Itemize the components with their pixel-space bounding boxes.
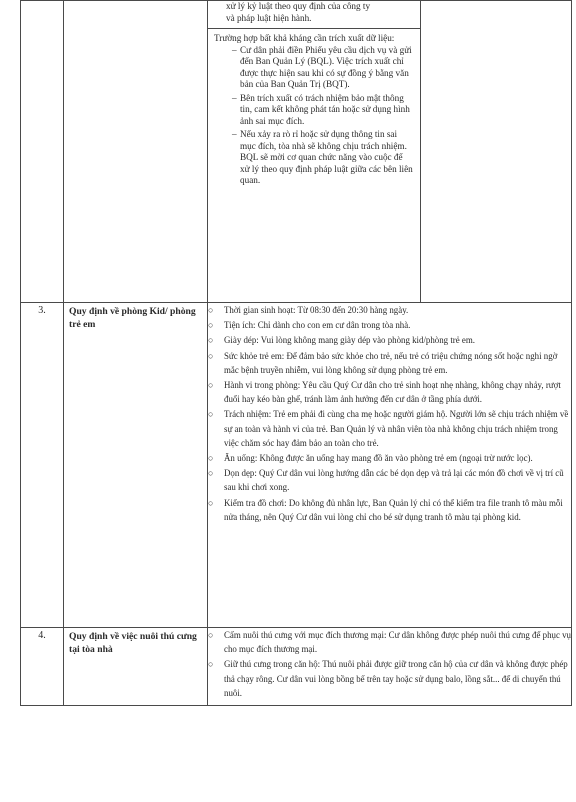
row-title-cell <box>64 628 208 706</box>
circle-bullet-icon: ○ <box>208 350 214 361</box>
list-item <box>208 303 571 317</box>
row-content-cell <box>208 628 572 706</box>
list-item-text: Tiện ích: Chỉ dành cho con em cư dân trong tòa nhà. <box>224 320 411 331</box>
circle-bullet-icon: ○ <box>208 659 214 670</box>
dash-icon: – <box>232 44 237 55</box>
list-item-text: Sức khỏe trẻ em: Để đảm bảo sức khỏe cho trẻ, nếu trẻ có triệu chứng nóng sốt hoặc nghi ngờ mắc bệnh truyền nhiễm, vui lòng không sử dụng phòng trẻ em. <box>224 350 558 375</box>
continued-line: và pháp luật hiện hành. <box>226 12 312 23</box>
list-item <box>208 318 571 332</box>
list-item <box>214 45 414 91</box>
force-majeure-section <box>208 28 420 195</box>
empty-cell <box>421 1 572 303</box>
row-content-cell <box>208 1 421 303</box>
list-item-text: Cư dân phải điền Phiếu yêu cầu dịch vụ và gửi đến Ban Quản Lý (BQL). Việc trích xuất chỉ được thực hiện sau khi có sự đồng ý bằng văn bản của Ban Quản Trị (BQT). <box>240 44 412 89</box>
circle-bullet-icon: ○ <box>208 497 214 508</box>
row-number-cell <box>21 628 64 706</box>
circle-bullet-icon: ○ <box>208 453 214 464</box>
list-item <box>208 378 571 406</box>
list-item <box>208 451 571 465</box>
list-item-text: Nếu xảy ra rò rỉ hoặc sử dụng thông tin sai mục đích, tòa nhà sẽ không chịu trách nhiệm. BQL sẽ mời cơ quan chức năng vào cuộc để xử lý theo quy định pháp luật giữa các bên liên quan. <box>240 129 413 185</box>
list-item <box>208 496 571 524</box>
list-item-text: Giữ thú cưng trong căn hộ: Thú nuôi phải được giữ trong căn hộ của cư dân và không được phép thả chạy rông. Cư dân vui lòng bồng bế trên tay hoặc sử dụng balo, lồng sắt... để di chuyển thú nuôi. <box>224 659 568 698</box>
list-item <box>208 407 571 450</box>
circle-bullet-icon: ○ <box>208 305 214 315</box>
list-item-text: Kiểm tra đồ chơi: Do không đủ nhân lực, Ban Quản lý chỉ có thể kiểm tra file tranh tô màu mỗi nửa tháng, nên Quý Cư dân vui lòng chỉ cho bé sử dụng tranh tô màu tại phòng kid. <box>224 497 563 522</box>
kid-room-rules-list <box>208 303 571 524</box>
circle-bullet-icon: ○ <box>208 320 214 331</box>
force-majeure-intro: Trường hợp bất khả kháng cần trích xuất dữ liệu: <box>214 33 395 43</box>
row-title-cell <box>64 1 208 303</box>
row-title: Quy định về phòng Kid/ phòng trẻ em <box>69 306 196 330</box>
list-item-text: Cấm nuôi thú cưng với mục đích thương mại: Cư dân không được phép nuôi thú cưng để phục vụ cho mục đích thương mại. <box>224 630 571 655</box>
pet-rules-list <box>208 628 571 700</box>
list-item <box>214 93 414 128</box>
list-item-text: Bên trích xuất có trách nhiệm bảo mật thông tin, cam kết không phát tán hoặc sử dụng hình ảnh sai mục đích. <box>240 92 410 126</box>
dash-icon: – <box>232 129 237 139</box>
force-majeure-list <box>214 45 414 187</box>
regulations-table <box>20 0 572 706</box>
list-item-text: Trách nhiệm: Trẻ em phải đi cùng cha mẹ hoặc người giám hộ. Người lớn sẽ chịu trách nhiệm về sự an toàn và hành vi của trẻ. Ban Quản lý và nhân viên tòa nhà không chịu trách nhiệm trong việc chăm sóc hay đảm bảo an toàn cho trẻ. <box>224 409 569 448</box>
list-item-text: Giày dép: Vui lòng không mang giày dép vào phòng kid/phòng trẻ em. <box>224 335 475 346</box>
table-row <box>21 303 572 628</box>
circle-bullet-icon: ○ <box>208 409 214 420</box>
list-item-text: Dọn dẹp: Quý Cư dân vui lòng hướng dẫn các bé dọn dẹp và trả lại các món đồ chơi về vị trí cũ sau khi chơi xong. <box>224 468 564 493</box>
row-number-cell <box>21 1 64 303</box>
table-row <box>21 1 572 303</box>
list-item-text: Thời gian sinh hoạt: Từ 08:30 đến 20:30 hàng ngày. <box>224 305 409 315</box>
continued-line: xử lý kỷ luật theo quy định của công ty <box>226 1 371 11</box>
row-title: Quy định về việc nuôi thú cưng tại tòa nhà <box>69 631 197 655</box>
row-number: 4. <box>38 630 46 641</box>
continued-text <box>208 1 420 28</box>
row-title-cell <box>64 303 208 628</box>
list-item <box>214 129 414 187</box>
row-number-cell <box>21 303 64 628</box>
list-item-text: Hành vi trong phòng: Yêu cầu Quý Cư dân cho trẻ sinh hoạt nhẹ nhàng, không chạy nhảy, rượt đuổi hay kéo bàn ghế, tránh làm ảnh hưởng đến cư dân ở tầng phía dưới. <box>224 380 561 405</box>
dash-icon: – <box>232 92 237 103</box>
circle-bullet-icon: ○ <box>208 630 214 640</box>
list-item <box>208 333 571 347</box>
circle-bullet-icon: ○ <box>208 335 214 346</box>
table-row <box>21 628 572 706</box>
list-item <box>208 657 571 700</box>
circle-bullet-icon: ○ <box>208 380 214 391</box>
row-number: 3. <box>38 305 46 316</box>
list-item <box>208 466 571 494</box>
circle-bullet-icon: ○ <box>208 468 214 479</box>
list-item <box>208 628 571 656</box>
row-content-cell <box>208 303 572 628</box>
list-item-text: Ăn uống: Không được ăn uống hay mang đồ ăn vào phòng trẻ em (ngoại trừ nước lọc). <box>224 453 533 464</box>
list-item <box>208 349 571 377</box>
